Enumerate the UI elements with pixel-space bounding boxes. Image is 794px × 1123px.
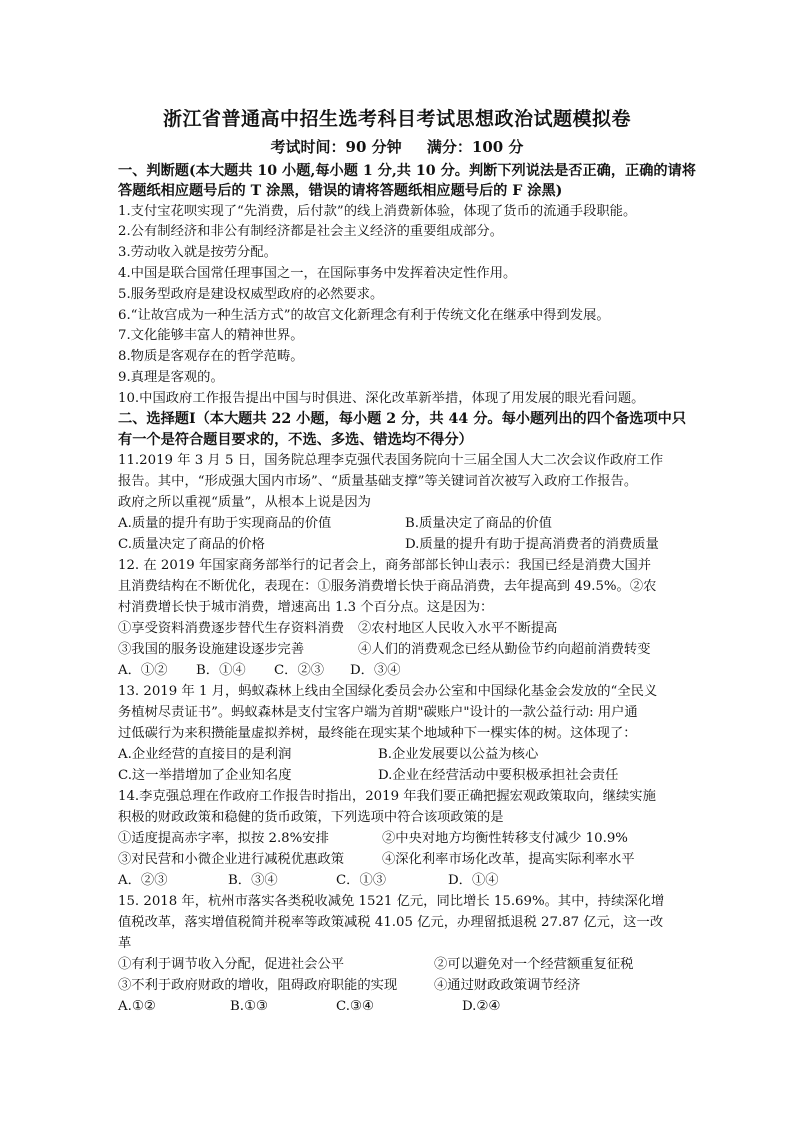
q13-stem-2: 务植树尽责证书”。蚂蚁森林是支付宝客户端为首期"碳账户"设计的一款公益行动: 用户通 xyxy=(118,705,638,720)
q15-stem-3: 革 xyxy=(118,936,132,951)
judge-item-2: 2.公有制经济和非公有制经济都是社会主义经济的重要组成部分。 xyxy=(118,224,503,239)
q11-option-c: C.质量决定了商品的价格 xyxy=(118,537,265,552)
judge-item-6: 6.“让故宫成为一种生活方式”的故宫文化新理念有利于传统文化在继承中得到发展。 xyxy=(118,308,610,323)
section2-heading-cont: 有一个是符合题目要求的，不选、多选、错选均不得分） xyxy=(118,432,473,448)
q15-option-d: D.②④ xyxy=(462,999,501,1014)
judge-item-1: 1.支付宝花呗实现了“先消费，后付款”的线上消费新体验，体现了货币的流通手段职能。 xyxy=(118,204,637,219)
q15-option-c: C.③④ xyxy=(336,999,374,1014)
q12-statement-2: ②农村地区人民收入水平不断提高 xyxy=(358,621,558,636)
q14-stem-2: 积极的财政政策和稳健的货币政策，下列选项中符合该项政策的是 xyxy=(118,810,504,825)
q12-option-c: C．②③ xyxy=(274,663,325,678)
q15-statement-4: ④通过财政政策调节经济 xyxy=(434,978,581,993)
q15-stem-2: 值税改革，落实增值税简并税率等政策减税 41.05 亿元，办理留抵退税 27.87 亿元，这一改 xyxy=(118,915,664,930)
q12-statement-3: ③我国的服务设施建设逐步完善 xyxy=(118,642,305,657)
judge-item-3: 3.劳动收入就是按劳分配。 xyxy=(118,245,277,260)
section1-heading-cont: 答题纸相应题号后的 T 涂黑，错误的请将答题纸相应题号后的 F 涂黑) xyxy=(118,183,563,199)
section2-heading: 二、选择题Ⅰ（本大题共 22 小题，每小题 2 分，共 44 分。每小题列出的四个备选项中只 xyxy=(118,411,687,427)
q14-statement-4: ④深化利率市场化改革，提高实际利率水平 xyxy=(382,852,635,867)
q13-option-d: D.企业在经营活动中要积极承担社会责任 xyxy=(378,768,619,783)
q13-option-c: C.这一举措增加了企业知名度 xyxy=(118,768,292,783)
q14-option-a: A．②③ xyxy=(118,873,168,888)
q13-option-b: B.企业发展要以公益为核心 xyxy=(378,747,539,762)
judge-item-8: 8.物质是客观存在的哲学范畴。 xyxy=(118,349,304,364)
q12-stem-3: 村消费增长快于城市消费，增速高出 1.3 个百分点。这是因为： xyxy=(118,600,494,615)
judge-item-4: 4.中国是联合国常任理事国之一，在国际事务中发挥着决定性作用。 xyxy=(118,266,517,281)
q12-statement-1: ①享受资料消费逐步替代生存资料消费 xyxy=(118,621,345,636)
q11-option-b: B.质量决定了商品的价值 xyxy=(405,516,552,531)
q14-statement-2: ②中央对地方均衡性转移支付减少 10.9% xyxy=(382,831,628,846)
q14-option-c: C．①③ xyxy=(336,873,387,888)
q12-option-d: D．③④ xyxy=(350,663,401,678)
q15-statement-2: ②可以避免对一个经营额重复征税 xyxy=(434,957,634,972)
q11-stem-3: 政府之所以重视“质量”，从根本上说是因为 xyxy=(118,495,371,510)
judge-item-9: 9.真理是客观的。 xyxy=(118,370,224,385)
exam-title: 浙江省普通高中招生选考科目考试思想政治试题模拟卷 xyxy=(162,108,631,130)
q11-option-d: D.质量的提升有助于提高消费者的消费质量 xyxy=(405,537,659,552)
q11-stem: 11.2019 年 3 月 5 日，国务院总理李克强代表国务院向十三届全国人大二次会议作政府工作 xyxy=(118,453,664,468)
q14-stem: 14.李克强总理在作政府工作报告时指出，2019 年我们要正确把握宏观政策取向，继续实施 xyxy=(118,789,656,804)
exam-time: 考试时间：90 分钟 xyxy=(270,138,402,156)
q14-statement-1: ①适度提高赤字率，拟按 2.8%安排 xyxy=(118,831,329,846)
judge-item-7: 7.文化能够丰富人的精神世界。 xyxy=(118,328,304,343)
q15-statement-1: ①有利于调节收入分配，促进社会公平 xyxy=(118,957,345,972)
section1-heading: 一、判断题(本大题共 10 小题,每小题 1 分,共 10 分。判断下列说法是否正确，正确的请将 xyxy=(118,163,696,179)
q12-option-a: A．①② xyxy=(118,663,168,678)
q15-option-b: B.①③ xyxy=(230,999,268,1014)
q12-option-b: B．①④ xyxy=(196,663,246,678)
q13-option-a: A.企业经营的直接目的是利润 xyxy=(118,747,292,762)
q15-stem: 15. 2018 年，杭州市落实各类税收减免 1521 亿元，同比增长 15.69%。其中，持续深化增 xyxy=(118,894,665,909)
q14-statement-3: ③对民营和小微企业进行减税优惠政策 xyxy=(118,852,345,867)
exam-subtitle xyxy=(0,136,794,157)
q12-statement-4: ④人们的消费观念已经从勤俭节约向超前消费转变 xyxy=(358,642,651,657)
exam-score: 满分：100 分 xyxy=(426,138,524,156)
judge-item-10: 10.中国政府工作报告提出中国与时俱进、深化改革新举措，体现了用发展的眼光看问题。 xyxy=(118,391,645,406)
q12-stem-2: 且消费结构在不断优化，表现在：①服务消费增长快于商品消费，去年提高到 49.5%。②农 xyxy=(118,579,657,594)
q11-option-a: A.质量的提升有助于实现商品的价值 xyxy=(118,516,332,531)
q12-stem: 12. 在 2019 年国家商务部举行的记者会上，商务部部长钟山表示：我国已经是消费大国并 xyxy=(118,558,652,573)
q13-stem: 13. 2019 年 1 月，蚂蚁森林上线由全国绿化委员会办公室和中国绿化基金会发放的“全民义 xyxy=(118,684,658,699)
q13-stem-3: 过低碳行为来积攒能量虚拟养树，最终能在现实某个地域种下一棵实体的树。这体现了： xyxy=(118,726,637,741)
q14-option-d: D．①④ xyxy=(448,873,499,888)
q14-option-b: B．③④ xyxy=(228,873,278,888)
q15-statement-3: ③不利于政府财政的增收，阻碍政府职能的实现 xyxy=(118,978,398,993)
q15-option-a: A.①② xyxy=(118,999,156,1014)
judge-item-5: 5.服务型政府是建设权威型政府的必然要求。 xyxy=(118,287,384,302)
q11-stem-2: 报告。其中，“形成强大国内市场”、“质量基础支撑”等关键词首次被写入政府工作报告。 xyxy=(118,474,638,489)
